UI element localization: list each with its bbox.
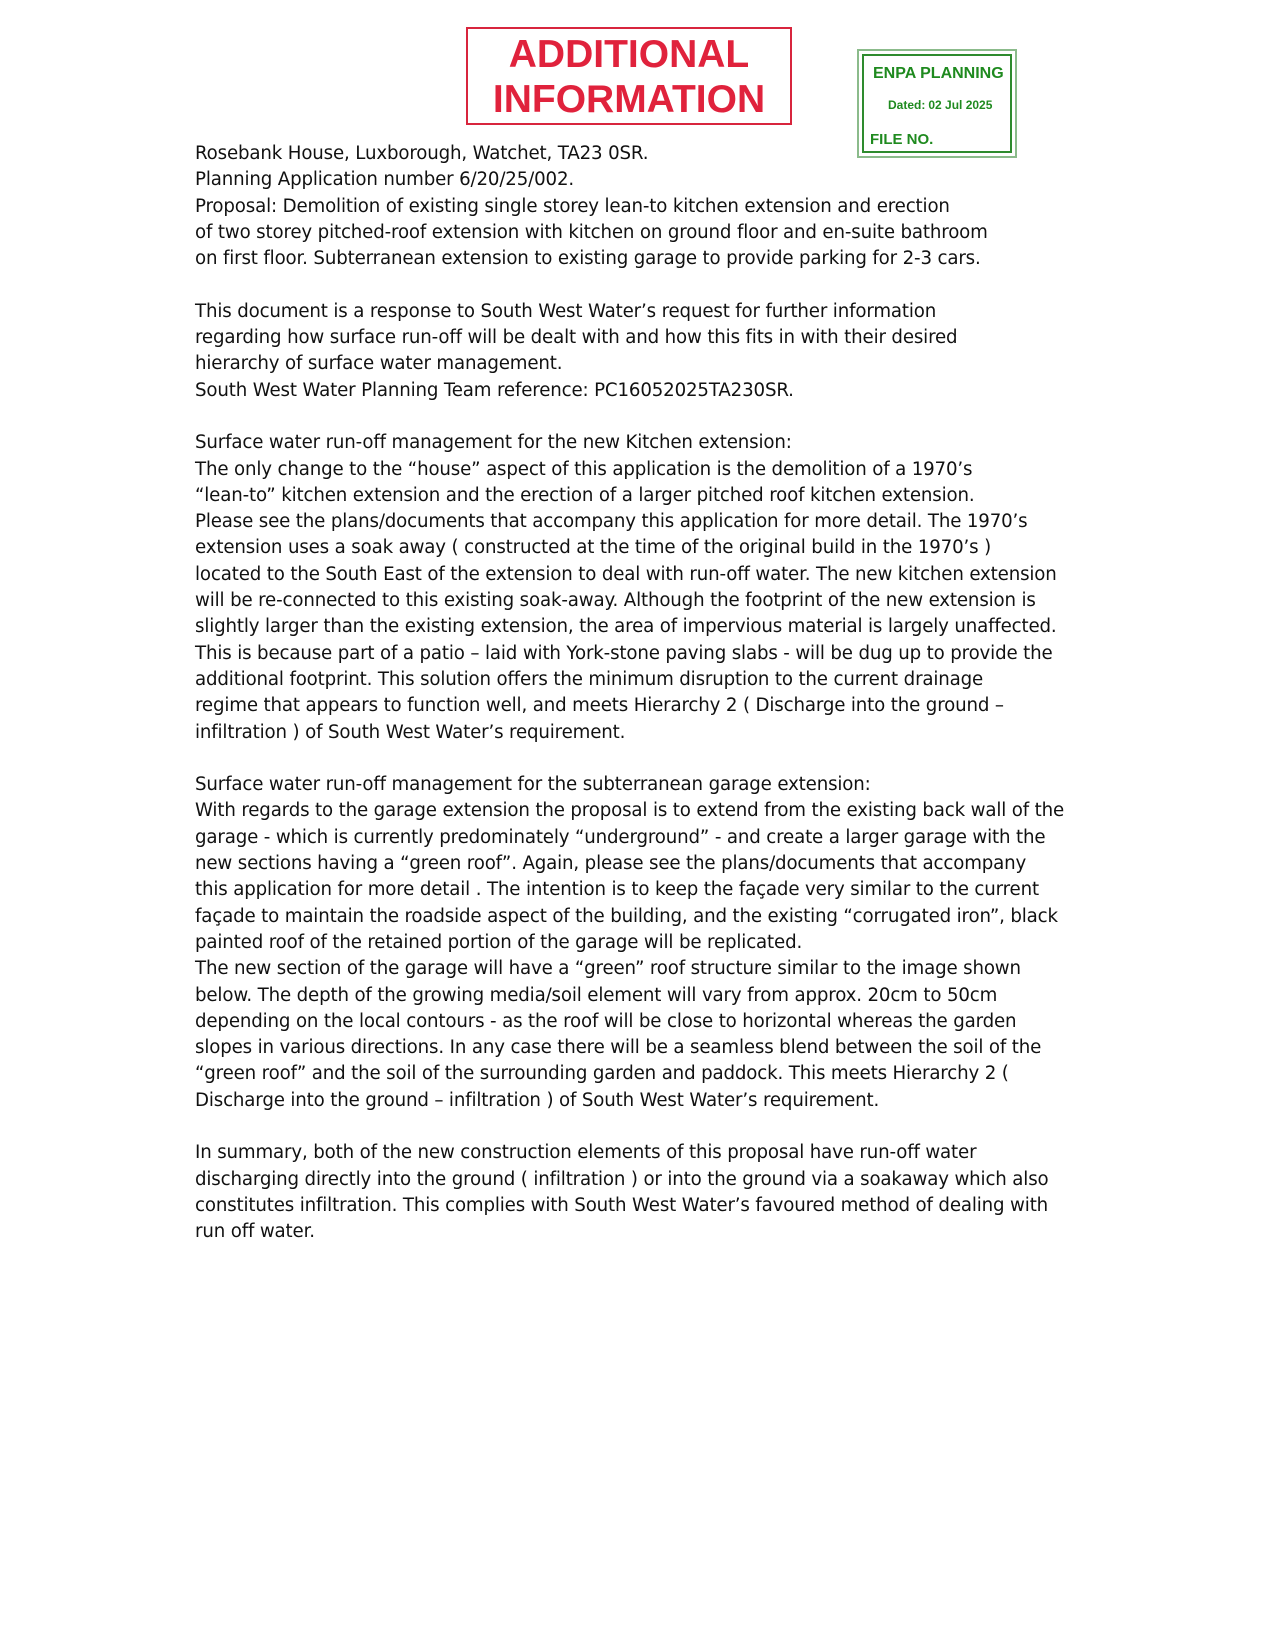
proposal-line: of two storey pitched-roof extension with kitchen on ground floor and en-suite bathroom <box>195 221 988 243</box>
garage-line: below. The depth of the growing media/soil element will vary from approx. 20cm to 50cm <box>195 984 998 1006</box>
garage-line: garage - which is currently predominately “underground” - and create a larger garage with the <box>195 826 1046 848</box>
summary-line: constitutes infiltration. This complies with South West Water’s favoured method of dealing with <box>195 1194 1049 1216</box>
kitchen-line: will be re-connected to this existing soak-away. Although the footprint of the new extension is <box>195 590 1036 612</box>
enpa-planning-title: ENPA PLANNING <box>873 65 1004 82</box>
intro-line: hierarchy of surface water management. <box>195 353 563 375</box>
garage-section <box>195 772 1095 1114</box>
kitchen-line: The only change to the “house” aspect of this application is the demolition of a 1970’s <box>195 458 973 480</box>
intro-line: This document is a response to South West Water’s request for further information <box>195 300 937 322</box>
additional-information-stamp <box>466 27 792 125</box>
reference-line: South West Water Planning Team reference: PC16052025TA230SR. <box>195 379 794 401</box>
paragraph-gap <box>195 1114 1095 1140</box>
garage-line: With regards to the garage extension the proposal is to extend from the existing back wall of the <box>195 800 1065 822</box>
garage-line: painted roof of the retained portion of the garage will be replicated. <box>195 931 803 953</box>
intro-section <box>195 299 1095 404</box>
garage-line: slopes in various directions. In any case there will be a seamless blend between the soil of the <box>195 1037 1042 1059</box>
garage-line: Discharge into the ground – infiltration ) of South West Water’s requirement. <box>195 1089 880 1111</box>
proposal-line: Proposal: Demolition of existing single storey lean-to kitchen extension and erection <box>195 195 950 217</box>
garage-line: The new section of the garage will have a “green” roof structure similar to the image shown <box>195 958 1021 980</box>
kitchen-line: regime that appears to function well, and meets Hierarchy 2 ( Discharge into the ground – <box>195 695 1004 717</box>
kitchen-line: slightly larger than the existing extension, the area of impervious material is largely unaffected. <box>195 616 1057 638</box>
summary-line: run off water. <box>195 1221 315 1243</box>
address-line: Rosebank House, Luxborough, Watchet, TA23 0SR. <box>195 143 649 164</box>
proposal-line: on first floor. Subterranean extension to existing garage to provide parking for 2-3 cars. <box>195 248 981 270</box>
kitchen-line: extension uses a soak away ( constructed at the time of the original build in the 1970’s ) <box>195 537 992 559</box>
paragraph-gap <box>195 404 1095 430</box>
paragraph-gap <box>195 746 1095 772</box>
kitchen-heading: Surface water run-off management for the new Kitchen extension: <box>195 432 792 454</box>
kitchen-line: “lean-to” kitchen extension and the erection of a larger pitched roof kitchen extension. <box>195 484 975 506</box>
kitchen-line: located to the South East of the extension to deal with run-off water. The new kitchen extension <box>195 563 1057 585</box>
additional-information-stamp-line2: INFORMATION <box>492 78 766 121</box>
header-section <box>195 141 1095 272</box>
garage-line: “green roof” and the soil of the surrounding garden and paddock. This meets Hierarchy 2 ( <box>195 1063 1009 1085</box>
summary-line: In summary, both of the new construction elements of this proposal have run-off water <box>195 1142 977 1164</box>
paragraph-gap <box>195 272 1095 298</box>
garage-line: façade to maintain the roadside aspect of the building, and the existing “corrugated iron”, black <box>195 905 1058 927</box>
garage-line: this application for more detail . The intention is to keep the façade very similar to the current <box>195 879 1039 901</box>
kitchen-section <box>195 430 1095 746</box>
enpa-dated-row <box>888 98 992 112</box>
enpa-planning-stamp-frame <box>862 54 1012 153</box>
intro-line: regarding how surface run-off will be dealt with and how this fits in with their desired <box>195 327 958 349</box>
garage-line: new sections having a “green roof”. Again, please see the plans/documents that accompany <box>195 853 1027 875</box>
kitchen-line: Please see the plans/documents that accompany this application for more detail. The 1970’s <box>195 511 1028 533</box>
enpa-file-number-label: FILE NO. <box>870 131 934 148</box>
document-body <box>195 141 1095 1245</box>
kitchen-line: This is because part of a patio – laid with York-stone paving slabs - will be dug up to provide the <box>195 642 1053 664</box>
garage-heading: Surface water run-off management for the subterranean garage extension: <box>195 774 871 796</box>
garage-line: depending on the local contours - as the roof will be close to horizontal whereas the garden <box>195 1010 1017 1032</box>
enpa-dated-label: Dated: <box>888 98 926 112</box>
enpa-dated-value: 02 Jul 2025 <box>928 98 993 112</box>
additional-information-stamp-line1: ADDITIONAL <box>508 33 750 76</box>
summary-line: discharging directly into the ground ( infiltration ) or into the ground via a soakaway which also <box>195 1168 1049 1190</box>
kitchen-line: infiltration ) of South West Water’s requirement. <box>195 721 626 743</box>
application-number-line: Planning Application number 6/20/25/002. <box>195 169 575 191</box>
kitchen-line: additional footprint. This solution offers the minimum disruption to the current drainage <box>195 668 984 690</box>
summary-section <box>195 1140 1095 1245</box>
